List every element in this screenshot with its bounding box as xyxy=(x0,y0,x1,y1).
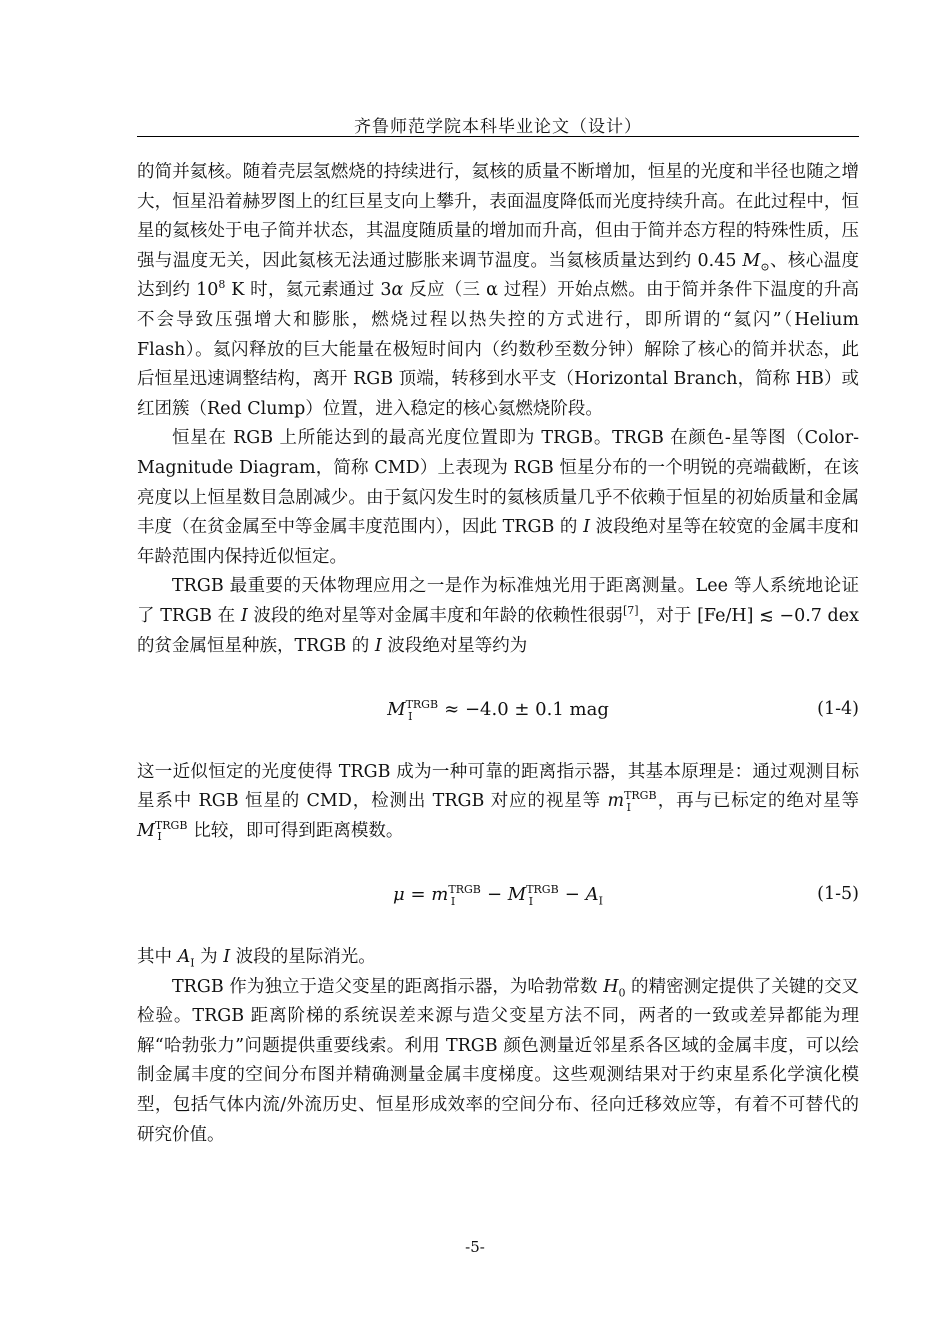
header-rule xyxy=(137,136,859,137)
paragraph-2: 恒星在 RGB 上所能达到的最高光度位置即为 TRGB。TRGB 在颜色-星等图（Color-Magnitude Diagram，简称 CMD）上表现为 RGB 恒星分布的一个明锐的亮端截断，在该亮度以上恒星数目急剧减少。由于氦闪发生时的氦核质量几乎不依赖于恒星的初始质量和金属丰度（在贫金属至中等金属丰度范围内），因此 TRGB 的 I 波段绝对星等在较宽的金属丰度和年龄范围内保持近似恒定。 xyxy=(137,428,860,567)
paragraph-1: 的简并氦核。随着壳层氢燃烧的持续进行，氦核的质量不断增加，恒星的光度和半径也随之增大，恒星沿着赫罗图上的红巨星支向上攀升，表面温度降低而光度持续升高。在此过程中，恒星的氦核处于电子简并状态，其温度随质量的增加而升高，但由于简并态方程的特殊性质，压强与温度无关，因此氦核无法通过膨胀来调节温度。当氦核质量达到约 0.45 $M_⊙$、核心温度达到约 $10^8$ K 时，氦元素通过 3α 反应（三 α 过程）开始点燃。由于简并条件下温度的升高不会导致压强增大和膨胀，燃烧过程以热失控的方式进行，即所谓的“氦闪”（Helium Flash）。氦闪释放的巨大能量在极短时间内（约数秒至数分钟）解除了核心的简并状态，此后恒星迅速调整结构，离开 RGB 顶端，转移到水平支（Horizontal Branch，简称 HB）或红团簇（Red Clump）位置，进入稳定的核心氦燃烧阶段。 xyxy=(137,162,860,419)
page-number: -5- xyxy=(465,1238,485,1256)
paragraph-3: TRGB 最重要的天体物理应用之一是作为标准烛光用于距离测量。Lee 等人系统地论证了 TRGB 在 I 波段的绝对星等对金属丰度和年龄的依赖性很弱[7]，对于 [Fe/H] ≲ −0.7 dex 的贫金属恒星种族，TRGB 的 I 波段绝对星等约为 xyxy=(137,576,859,656)
page-body xyxy=(137,158,859,1150)
equation-number: (1-4) xyxy=(817,699,859,720)
equation-formula: $M^{TRGB}_I \approx -4.0 \pm 0.1$ mag xyxy=(387,698,609,723)
paragraph-5: 其中 $A_I$ 为 I 波段的星际消光。 xyxy=(137,947,376,970)
equation-formula: $\mu = m^{TRGB}_I - M^{TRGB}_I - A_I$ xyxy=(393,883,603,909)
paragraph-6: TRGB 作为独立于造父变星的距离指示器，为哈勃常数 $H_0$ 的精密测定提供了关键的交叉检验。TRGB 距离阶梯的系统误差来源与造父变星方法不同，两者的一致或差异都能为理解“哈勃张力”问题提供重要线索。利用 TRGB 颜色测量近邻星系各区域的金属丰度，可以绘制金属丰度的空间分布图并精确测量金属丰度梯度。这些观测结果对于约束星系化学演化模型，包括气体内流/外流历史、恒星形成效率的空间分布、径向迁移效应等，有着不可替代的研究价值。 xyxy=(137,976,860,1145)
running-header: 齐鲁师范学院本科毕业论文（设计） xyxy=(354,117,642,137)
paragraph-4: 这一近似恒定的光度使得 TRGB 成为一种可靠的距离指示器，其基本原理是：通过观测目标星系中 RGB 恒星的 CMD，检测出 TRGB 对应的视星等 $m^{TRGB}_I$ ，再与已标定的绝对星等 $M^{TRGB}_I$ 比较，即可得到距离模数。 xyxy=(137,761,860,844)
equation-number: (1-5) xyxy=(817,884,859,905)
citation-ref: [7] xyxy=(622,604,639,618)
equation-1-5 xyxy=(137,880,859,910)
equation-1-4 xyxy=(137,695,859,725)
